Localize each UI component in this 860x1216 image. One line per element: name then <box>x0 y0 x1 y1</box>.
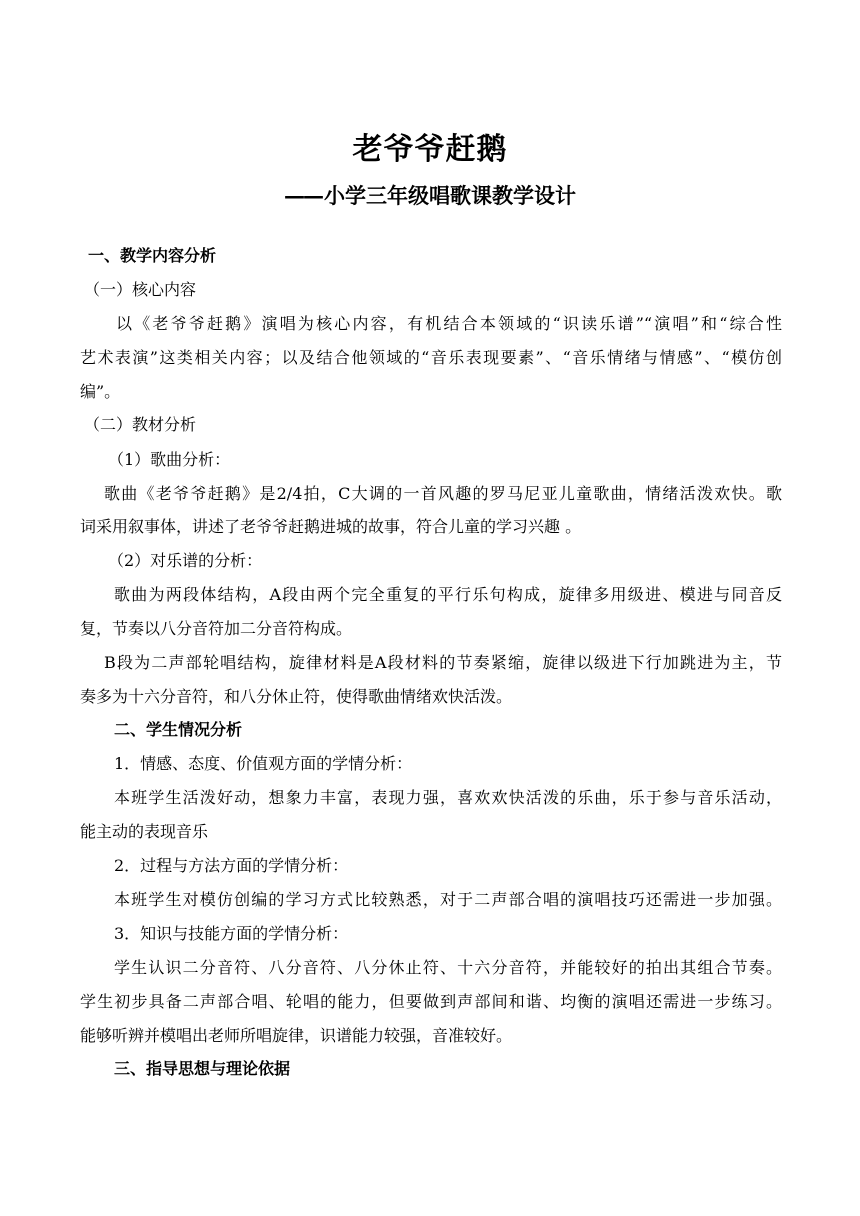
paragraph-line: 歌曲为两段体结构，A段由两个完全重复的平行乐句构成，旋律多用级进、模进与同音反 <box>114 585 782 604</box>
paragraph-line: 歌曲《老爷爷赶鹅》是2/4拍，C大调的一首风趣的罗马尼亚儿童歌曲，情绪活泼欢快。歌 <box>104 484 782 503</box>
paragraph-line: 本班学生活泼好动，想象力丰富，表现力强，喜欢欢快活泼的乐曲，乐于参与音乐活动， <box>114 788 782 807</box>
subtitle-dash: —— <box>284 183 322 208</box>
section-2-item-2-heading: 2．过程与方法方面的学情分析： <box>114 856 349 875</box>
paragraph-line: B段为二声部轮唱结构，旋律材料是A段材料的节奏紧缩，旋律以级进下行加跳进为主，节 <box>104 653 782 672</box>
paragraph-line: 能主动的表现音乐 <box>80 822 209 841</box>
section-2-item-3-heading: 3．知识与技能方面的学情分析： <box>114 924 349 943</box>
item-2-heading: （2）对乐谱的分析： <box>108 551 263 570</box>
paragraph-line: 本班学生对模仿创编的学习方式比较熟悉，对于二声部合唱的演唱技巧还需进一步加强。 <box>114 890 782 909</box>
document-subtitle <box>0 180 860 212</box>
paragraph-line: 复，节奏以八分音符加二分音符构成。 <box>80 619 353 638</box>
section-3-heading: 三、指导思想与理论依据 <box>114 1059 291 1078</box>
paragraph-line: 学生认识二分音符、八分音符、八分休止符、十六分音符，并能较好的拍出其组合节奏。 <box>114 958 782 977</box>
section-1-heading: 一、教学内容分析 <box>88 246 217 265</box>
paragraph-line: 奏多为十六分音符，和八分休止符，使得歌曲情绪欢快活泼。 <box>80 687 513 706</box>
paragraph-line: 以《老爷爷赶鹅》演唱为核心内容，有机结合本领域的“识读乐谱”“演唱”和“综合性 <box>116 314 782 333</box>
paragraph-line: 能够听辨并模唱出老师所唱旋律，识谱能力较强，音准较好。 <box>80 1026 513 1045</box>
section-1-1-heading: （一）核心内容 <box>84 280 197 299</box>
paragraph-line: 编”。 <box>80 382 121 401</box>
item-1-heading: （1）歌曲分析： <box>108 450 231 469</box>
document-title: 老爷爷赶鹅 <box>352 132 508 167</box>
section-2-heading: 二、学生情况分析 <box>114 720 243 739</box>
paragraph-line: 艺术表演”这类相关内容；以及结合他领域的“音乐表现要素”、“音乐情绪与情感”、“模仿创 <box>80 348 782 367</box>
section-1-2-heading: （二）教材分析 <box>84 415 197 434</box>
section-2-item-1-heading: 1．情感、态度、价值观方面的学情分析： <box>114 754 413 773</box>
subtitle-text: 小学三年级唱歌课教学设计 <box>324 183 576 208</box>
paragraph-line: 学生初步具备二声部合唱、轮唱的能力，但要做到声部间和谐、均衡的演唱还需进一步练习。 <box>80 992 782 1011</box>
paragraph-line: 词采用叙事体，讲述了老爷爷赶鹅进城的故事，符合儿童的学习兴趣 。 <box>80 517 582 536</box>
